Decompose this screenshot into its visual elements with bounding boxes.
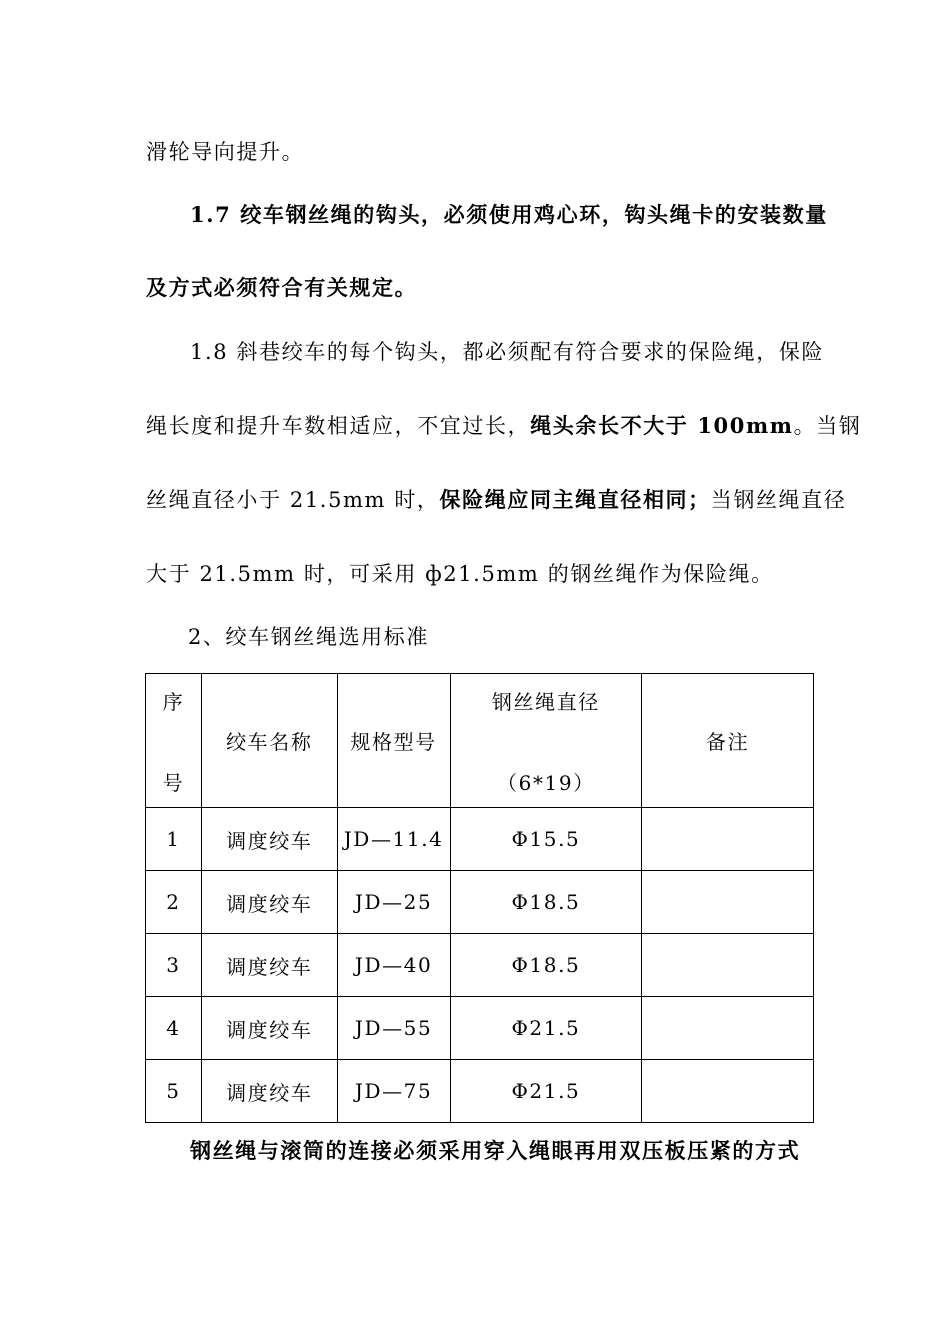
header-diameter xyxy=(450,674,642,808)
cell-name: 调度绞车 xyxy=(201,934,337,997)
cell-model: JD—75 xyxy=(337,1060,450,1123)
cell-index: 4 xyxy=(146,997,202,1060)
header-index xyxy=(146,674,202,808)
paragraph-line: 滑轮导向提升。 xyxy=(146,140,305,164)
cell-diameter: Φ21.5 xyxy=(450,1060,642,1123)
cell-index: 3 xyxy=(146,934,202,997)
header-name: 绞车名称 xyxy=(201,674,337,808)
cell-name: 调度绞车 xyxy=(201,871,337,934)
cell-name: 调度绞车 xyxy=(201,997,337,1060)
cell-index: 1 xyxy=(146,808,202,871)
text-run: 。当钢 xyxy=(793,414,862,438)
cell-remark xyxy=(642,1060,814,1123)
header-index-top: 序 xyxy=(162,689,185,714)
cell-index: 5 xyxy=(146,1060,202,1123)
cell-index: 2 xyxy=(146,871,202,934)
header-diameter-top: 钢丝绳直径 xyxy=(491,689,600,714)
bold-text-run: 绳头余长不大于 100mm xyxy=(530,413,794,438)
table-row xyxy=(146,934,814,997)
header-model: 规格型号 xyxy=(337,674,450,808)
cell-remark xyxy=(642,934,814,997)
paragraph-line: 1.8 斜巷绞车的每个钩头，都必须配有符合要求的保险绳，保险 xyxy=(190,340,825,364)
paragraph-line xyxy=(146,411,862,441)
cell-model: JD—25 xyxy=(337,871,450,934)
cell-name: 调度绞车 xyxy=(201,1060,337,1123)
cell-diameter: Φ18.5 xyxy=(450,934,642,997)
text-run: 当钢丝绳直径 xyxy=(710,488,847,512)
cell-remark xyxy=(642,808,814,871)
section-title: 2、绞车钢丝绳选用标准 xyxy=(188,625,429,649)
text-run: 绳长度和提升车数相适应，不宜过长， xyxy=(146,414,531,438)
rope-spec-table xyxy=(145,673,814,1123)
table-row xyxy=(146,997,814,1060)
cell-diameter: Φ15.5 xyxy=(450,808,642,871)
cell-diameter: Φ18.5 xyxy=(450,871,642,934)
table-row xyxy=(146,808,814,871)
cell-model: JD—11.4 xyxy=(337,808,450,871)
paragraph-line: 钢丝绳与滚筒的连接必须采用穿入绳眼再用双压板压紧的方式 xyxy=(190,1138,801,1163)
cell-model: JD—40 xyxy=(337,934,450,997)
cell-diameter: Φ21.5 xyxy=(450,997,642,1060)
header-remark: 备注 xyxy=(642,674,814,808)
paragraph-line: 大于 21.5mm 时，可采用 ф21.5mm 的钢丝绳作为保险绳。 xyxy=(146,562,774,586)
text-run: 丝绳直径小于 21.5mm 时， xyxy=(146,488,440,512)
cell-remark xyxy=(642,997,814,1060)
table-header-row xyxy=(146,674,814,808)
cell-name: 调度绞车 xyxy=(201,808,337,871)
header-index-bottom: 号 xyxy=(162,770,185,795)
paragraph-line xyxy=(146,485,847,515)
cell-remark xyxy=(642,871,814,934)
paragraph-line: 及方式必须符合有关规定。 xyxy=(146,275,418,300)
paragraph-line: 1.7 绞车钢丝绳的钩头，必须使用鸡心环，钩头绳卡的安装数量 xyxy=(190,202,828,227)
cell-model: JD—55 xyxy=(337,997,450,1060)
table-row xyxy=(146,871,814,934)
table-row xyxy=(146,1060,814,1123)
bold-text-run: 保险绳应同主绳直径相同； xyxy=(439,487,711,512)
header-diameter-bottom: （6*19） xyxy=(497,770,595,795)
